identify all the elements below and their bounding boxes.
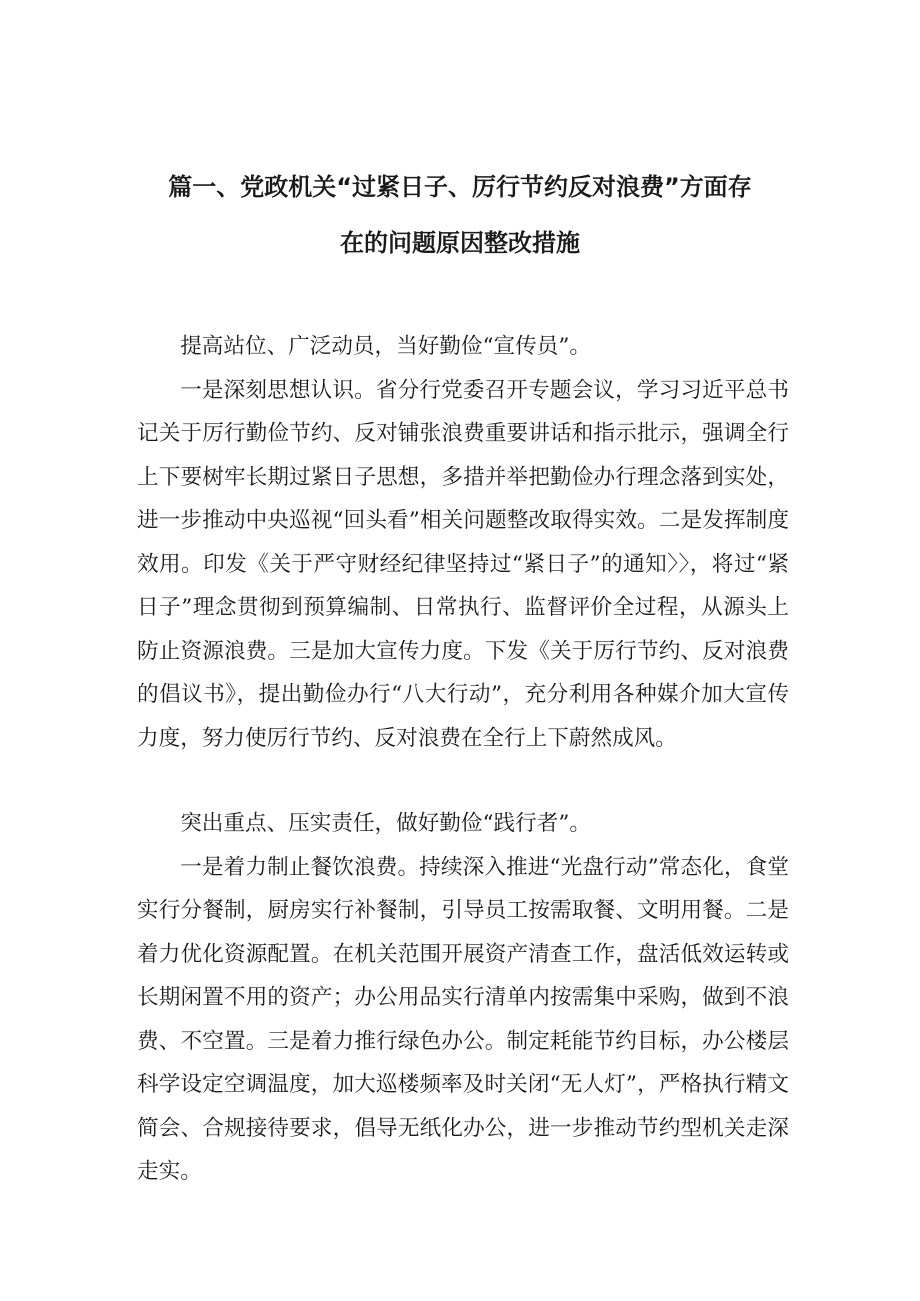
document-title-line-2: 在的问题原因整改措施 <box>340 229 580 257</box>
section-1-body: 一是深刻思想认识。省分行党委召开专题会议，学习习近平总书记关于厉行勤俭节约、反对铺张浪费重要讲话和指示批示，强调全行上下要树牢长期过紧日子思想，多措并举把勤俭办行理念落到实处，进一步推动中央巡视“回头看”相关问题整改取得实效。二是发挥制度效用。印发《关于严守财经纪律坚持过“紧日子”的通知〉〉，将过“紧日子”理念贯彻到预算编制、日常执行、监督评价全过程，从源头上防止资源浪费。三是加大宣传力度。下发《关于厉行节约、反对浪费的倡议书》，提出勤俭办行“八大行动”，充分利用各种媒介加大宣传力度，努力使厉行节约、反对浪费在全行上下蔚然成风。 <box>137 377 789 751</box>
section-2 <box>137 802 789 1194</box>
section-2-body: 一是着力制止餐饮浪费。持续深入推进“光盘行动”常态化，食堂实行分餐制，厨房实行补餐制，引导员工按需取餐、文明用餐。二是着力优化资源配置。在机关范围开展资产清查工作，盘活低效运转或长期闲置不用的资产；办公用品实行清单内按需集中采购，做到不浪费、不空置。三是着力推行绿色办公。制定耗能节约目标，办公楼层科学设定空调温度，加大巡楼频率及时关闭“无人灯”，严格执行精文简会、合规接待要求，倡导无纸化办公，进一步推动节约型机关走深走实。 <box>137 854 789 1184</box>
section-1 <box>137 325 789 760</box>
section-1-heading: 提高站位、广泛动员，当好勤俭“宣传员”。 <box>180 334 591 359</box>
document-title-line-1: 篇一、党政机关“过紧日子、厉行节约反对浪费”方面存 <box>168 173 752 201</box>
section-2-heading: 突出重点、压实责任，做好勤俭“践行者”。 <box>180 811 591 836</box>
